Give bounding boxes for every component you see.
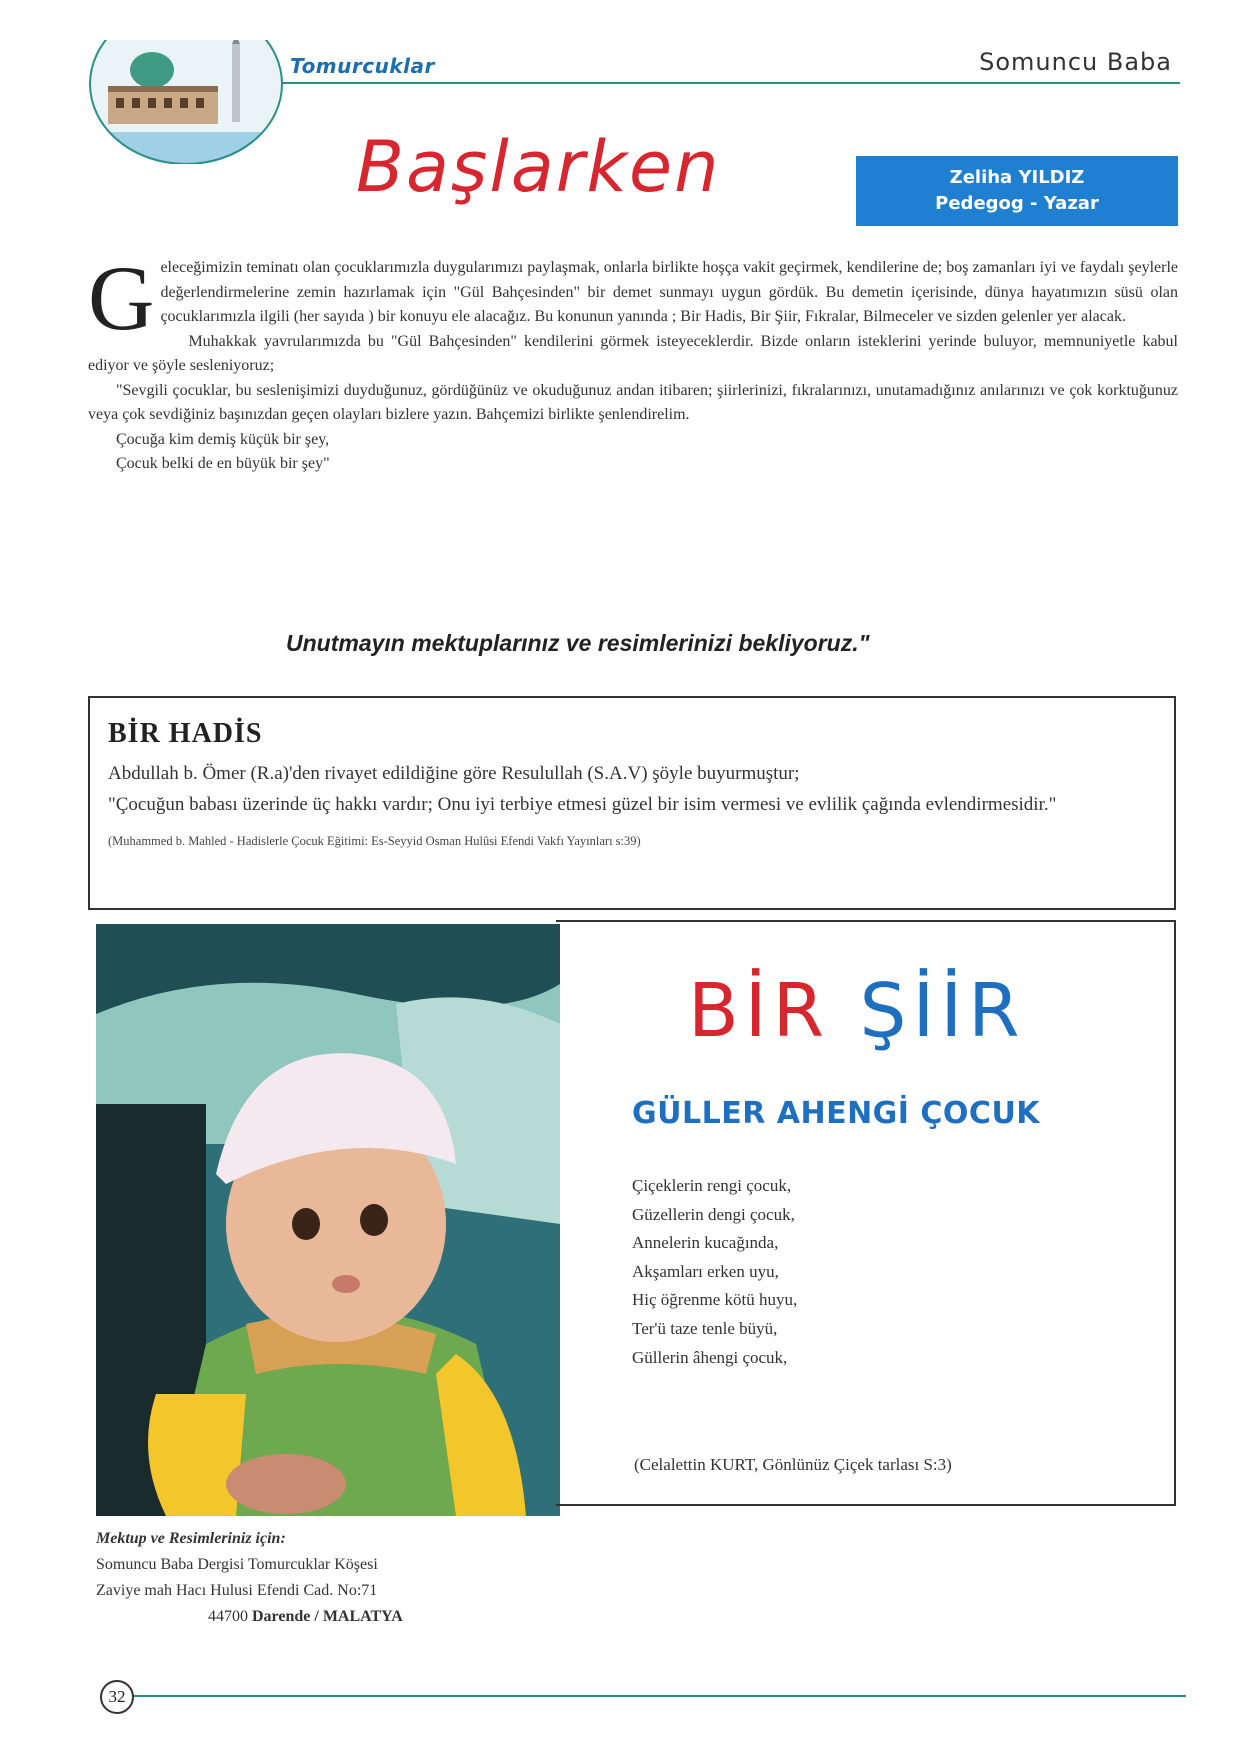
poem-section-title-word-2: ŞİİR bbox=[859, 968, 1026, 1054]
verse-line-2: Çocuk belki de en büyük bir şey" bbox=[116, 455, 330, 472]
footer-rule bbox=[126, 1695, 1186, 1697]
hadis-box bbox=[88, 696, 1176, 910]
postal-code: 44700 bbox=[208, 1608, 248, 1625]
hadis-text-1: Abdullah b. Ömer (R.a)'den rivayet edildiğine göre Resulullah (S.A.V) şöyle buyurmuştur; bbox=[108, 763, 800, 784]
mosque-logo-icon bbox=[88, 40, 286, 164]
hadis-heading: BİR HADİS bbox=[108, 718, 263, 749]
poem-source: (Celalettin KURT, Gönlünüz Çiçek tarlası S:3) bbox=[634, 1455, 952, 1474]
poem-line: Hiç öğrenme kötü huyu, bbox=[632, 1290, 798, 1310]
section-tag: Tomurcuklar bbox=[290, 54, 435, 78]
magazine-name: Somuncu Baba bbox=[979, 48, 1172, 76]
intro-text bbox=[88, 247, 1178, 477]
poem-title: GÜLLER AHENGİ ÇOCUK bbox=[632, 1096, 1041, 1131]
poem-section-title-word-1: BİR bbox=[688, 968, 831, 1054]
address-city: Darende / MALATYA bbox=[252, 1608, 403, 1625]
poem-section-title bbox=[688, 968, 1026, 1054]
poem-line: Akşamları erken uyu, bbox=[632, 1261, 779, 1281]
author-box bbox=[856, 156, 1178, 226]
paragraph-1: eleceğimizin teminatı olan çocuklarımızla duygularımızı paylaşmak, onlarla birlikte hoşça vakit geçirmek, kendilerine de; boş zamanları iyi ve faydalı şeylerle değerlendirmelerine zemin hazırlamak için "Gül Bahçesinden" bir demet sunmayı uygun gördük. Bu demetin içerisinde, dünya hayatımızın süsü olan çocuklarımızla ilgili (her sayıda ) bir konuyu ele alacağız. Bu konunun yanında ; Bir Hadis, Bir Şiir, Fıkralar, Bilmeceler ve sizden gelenler yer alacak. bbox=[160, 259, 1178, 325]
poem-line: Annelerin kucağında, bbox=[632, 1233, 779, 1253]
paragraph-2: Muhakkak yavrularımızda bu "Gül Bahçesinden" kendilerini görmek isteyeceklerdir. Bizde onların isteklerini yerinde buluyor, memnuniyetle kabul ediyor ve şöyle sesleniyoruz; bbox=[88, 332, 1178, 374]
poem-line: Güllerin âhengi çocuk, bbox=[632, 1347, 788, 1367]
address-line-2: Zaviye mah Hacı Hulusi Efendi Cad. No:71 bbox=[96, 1582, 378, 1599]
poem-line: Ter'ü taze tenle büyü, bbox=[632, 1318, 778, 1338]
author-name: Zeliha YILDIZ bbox=[949, 167, 1085, 188]
call-to-action: Unutmayın mektuplarınız ve resimlerinizi bekliyoruz." bbox=[286, 630, 870, 656]
author-title: Pedegog - Yazar bbox=[935, 193, 1099, 214]
poem-line: Çiçeklerin rengi çocuk, bbox=[632, 1176, 792, 1195]
drop-cap: G bbox=[88, 247, 155, 349]
child-photo bbox=[96, 924, 560, 1516]
verse-line-1: Çocuğa kim demiş küçük bir şey, bbox=[116, 430, 330, 448]
poem-line: Güzellerin dengi çocuk, bbox=[632, 1204, 795, 1224]
page-title: Başlarken bbox=[356, 126, 721, 208]
address-line-1: Somuncu Baba Dergisi Tomurcuklar Köşesi bbox=[96, 1556, 378, 1573]
hadis-source: (Muhammed b. Mahled - Hadislerle Çocuk Eğitimi: Es-Seyyid Osman Hulûsi Efendi Vakfı Yayınları s:39) bbox=[108, 834, 641, 848]
address-heading: Mektup ve Resimleriniz için: bbox=[96, 1530, 286, 1547]
poem-lines bbox=[632, 1172, 797, 1372]
page-number: 32 bbox=[100, 1680, 134, 1714]
paragraph-3: "Sevgili çocuklar, bu seslenişimizi duyduğunuz, gördüğünüz ve okuduğunuz andan itibaren; şiirlerinizi, fıkralarınızı, unutamadığınız anılarınızı ve çok korktuğunuz veya çok sevdiğiniz başınızdan geçen olayları bizlere yazın. Bahçemizi birlikte şenlendirelim. bbox=[88, 381, 1178, 423]
hadis-text-2: "Çocuğun babası üzerinde üç hakkı vardır; Onu iyi terbiye etmesi güzel bir isim vermesi ve evlilik çağında evlendirmesidir." bbox=[108, 794, 1057, 815]
mailing-address bbox=[96, 1526, 403, 1630]
